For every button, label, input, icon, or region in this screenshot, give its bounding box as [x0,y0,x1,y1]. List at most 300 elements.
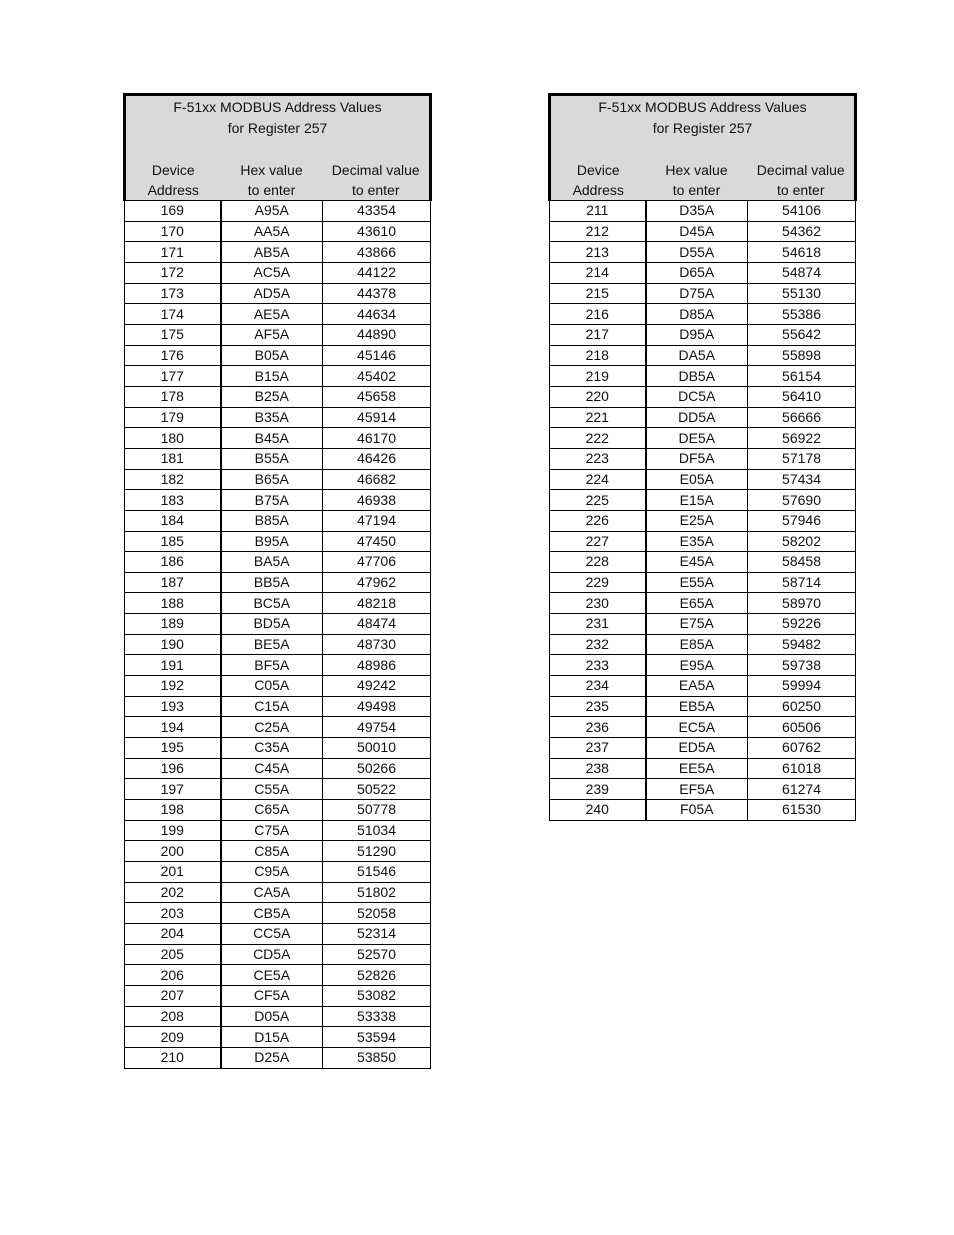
decimal-value-cell: 46426 [323,448,431,469]
decimal-value-cell: 57434 [748,469,856,490]
hex-value-cell: A95A [221,201,323,222]
table-row [125,738,431,759]
table-row [125,1027,431,1048]
table-row [125,676,431,697]
decimal-value-cell: 45914 [323,407,431,428]
table-row [550,531,856,552]
col-header-line: Address [147,182,199,198]
hex-value-cell: B05A [221,345,323,366]
table-row [125,242,431,263]
table-row [550,304,856,325]
table-row [550,717,856,738]
decimal-value-cell: 55130 [748,283,856,304]
table-row [550,201,856,222]
hex-value-cell: AF5A [221,324,323,345]
table-row [125,779,431,800]
hex-value-cell: BB5A [221,572,323,593]
table-row [550,448,856,469]
table-body [550,201,856,821]
table-row [550,552,856,573]
table-row [550,655,856,676]
device-address-cell: 205 [125,944,221,965]
table-row [125,345,431,366]
device-address-cell: 193 [125,696,221,717]
hex-value-cell: D85A [646,304,748,325]
table-row [550,262,856,283]
decimal-value-cell: 53082 [323,985,431,1006]
decimal-value-cell: 55898 [748,345,856,366]
hex-value-cell: C75A [221,820,323,841]
device-address-cell: 226 [550,510,646,531]
table-row [550,428,856,449]
table-title-line2: for Register 257 [652,120,753,136]
hex-value-cell: D65A [646,262,748,283]
table-row [125,944,431,965]
hex-value-cell: D25A [221,1047,323,1068]
decimal-value-cell: 56922 [748,428,856,449]
table-row [550,324,856,345]
decimal-value-cell: 43610 [323,221,431,242]
hex-value-cell: CB5A [221,903,323,924]
hex-value-cell: D35A [646,201,748,222]
table-row [550,221,856,242]
address-table-left [123,93,432,1069]
decimal-value-cell: 54874 [748,262,856,283]
decimal-value-cell: 57178 [748,448,856,469]
hex-value-cell: D75A [646,283,748,304]
table-row [125,717,431,738]
decimal-value-cell: 52826 [323,965,431,986]
hex-value-cell: F05A [646,800,748,821]
col-header-line: to enter [777,182,825,198]
table-row [125,448,431,469]
hex-value-cell: C35A [221,738,323,759]
decimal-value-cell: 46682 [323,469,431,490]
table-row [125,510,431,531]
device-address-cell: 200 [125,841,221,862]
decimal-value-cell: 57946 [748,510,856,531]
decimal-value-cell: 49242 [323,676,431,697]
hex-value-cell: DA5A [646,345,748,366]
hex-value-cell: E45A [646,552,748,573]
device-address-cell: 223 [550,448,646,469]
hex-value-cell: E05A [646,469,748,490]
hex-value-cell: B35A [221,407,323,428]
decimal-value-cell: 58970 [748,593,856,614]
table-row [125,882,431,903]
table-row [125,985,431,1006]
table-row [550,696,856,717]
device-address-cell: 238 [550,758,646,779]
device-address-cell: 230 [550,593,646,614]
table-row [125,965,431,986]
table-row [550,758,856,779]
table-row [125,1047,431,1068]
device-address-cell: 216 [550,304,646,325]
device-address-cell: 201 [125,862,221,883]
table-row [125,862,431,883]
hex-value-cell: E75A [646,614,748,635]
hex-value-cell: B95A [221,531,323,552]
hex-value-cell: BF5A [221,655,323,676]
table-row [125,923,431,944]
decimal-value-cell: 45146 [323,345,431,366]
table-row [125,614,431,635]
decimal-value-cell: 56410 [748,386,856,407]
hex-value-cell: B65A [221,469,323,490]
device-address-cell: 210 [125,1047,221,1068]
hex-value-cell: D95A [646,324,748,345]
col-header-line: to enter [247,182,296,198]
device-address-cell: 195 [125,738,221,759]
table-row [550,407,856,428]
decimal-value-cell: 52058 [323,903,431,924]
col-header-line: Decimal value [331,162,420,178]
decimal-value-cell: 52314 [323,923,431,944]
device-address-cell: 218 [550,345,646,366]
col-header-line: Decimal value [756,162,845,178]
decimal-value-cell: 50522 [323,779,431,800]
table-row [550,676,856,697]
device-address-cell: 233 [550,655,646,676]
hex-value-cell: B85A [221,510,323,531]
device-address-cell: 203 [125,903,221,924]
address-table-right [548,93,857,821]
hex-value-cell: ED5A [646,738,748,759]
hex-value-cell: E65A [646,593,748,614]
decimal-value-cell: 51034 [323,820,431,841]
device-address-cell: 191 [125,655,221,676]
device-address-cell: 236 [550,717,646,738]
decimal-value-cell: 49498 [323,696,431,717]
table-row [550,366,856,387]
col-header-line: Address [572,182,624,198]
hex-value-cell: E35A [646,531,748,552]
decimal-value-cell: 55642 [748,324,856,345]
table-row [550,614,856,635]
table-row [125,634,431,655]
decimal-value-cell: 55386 [748,304,856,325]
table-row [550,283,856,304]
hex-value-cell: EE5A [646,758,748,779]
device-address-cell: 183 [125,490,221,511]
table-row [550,386,856,407]
decimal-value-cell: 59482 [748,634,856,655]
table-row [125,1006,431,1027]
table-row [125,283,431,304]
device-address-cell: 169 [125,201,221,222]
table-row [125,221,431,242]
device-address-cell: 186 [125,552,221,573]
table-title-line1: F-51xx MODBUS Address Values [598,99,807,115]
hex-value-cell: C45A [221,758,323,779]
hex-value-cell: D05A [221,1006,323,1027]
decimal-value-cell: 50266 [323,758,431,779]
hex-value-cell: BE5A [221,634,323,655]
decimal-value-cell: 57690 [748,490,856,511]
hex-value-cell: CE5A [221,965,323,986]
device-address-cell: 220 [550,386,646,407]
decimal-value-cell: 43354 [323,201,431,222]
decimal-value-cell: 47450 [323,531,431,552]
hex-value-cell: CA5A [221,882,323,903]
device-address-cell: 204 [125,923,221,944]
table-row [125,800,431,821]
table-row [125,324,431,345]
col-header-line: Hex value [240,162,303,178]
hex-value-cell: E95A [646,655,748,676]
decimal-value-cell: 61018 [748,758,856,779]
hex-value-cell: B25A [221,386,323,407]
table-row [550,800,856,821]
decimal-value-cell: 48986 [323,655,431,676]
device-address-cell: 176 [125,345,221,366]
table-row [125,428,431,449]
device-address-cell: 179 [125,407,221,428]
hex-value-cell: D15A [221,1027,323,1048]
device-address-cell: 217 [550,324,646,345]
table-row [550,510,856,531]
table-row [125,407,431,428]
table-row [550,490,856,511]
table-row [125,366,431,387]
decimal-value-cell: 47706 [323,552,431,573]
hex-value-cell: EF5A [646,779,748,800]
device-address-cell: 240 [550,800,646,821]
decimal-value-cell: 58714 [748,572,856,593]
decimal-value-cell: 61274 [748,779,856,800]
table-body [125,201,431,1069]
device-address-cell: 224 [550,469,646,490]
device-address-cell: 177 [125,366,221,387]
table-row [550,345,856,366]
hex-value-cell: E15A [646,490,748,511]
hex-value-cell: DE5A [646,428,748,449]
decimal-value-cell: 54362 [748,221,856,242]
decimal-value-cell: 60250 [748,696,856,717]
hex-value-cell: BA5A [221,552,323,573]
device-address-cell: 207 [125,985,221,1006]
hex-value-cell: C65A [221,800,323,821]
decimal-value-cell: 50778 [323,800,431,821]
device-address-cell: 184 [125,510,221,531]
decimal-value-cell: 44634 [323,304,431,325]
hex-value-cell: AD5A [221,283,323,304]
hex-value-cell: EC5A [646,717,748,738]
table-title-line1: F-51xx MODBUS Address Values [173,99,382,115]
hex-value-cell: DF5A [646,448,748,469]
decimal-value-cell: 43866 [323,242,431,263]
device-address-cell: 229 [550,572,646,593]
table-row [125,386,431,407]
decimal-value-cell: 49754 [323,717,431,738]
decimal-value-cell: 51802 [323,882,431,903]
decimal-value-cell: 46938 [323,490,431,511]
hex-value-cell: CD5A [221,944,323,965]
device-address-cell: 222 [550,428,646,449]
hex-value-cell: AC5A [221,262,323,283]
table-row [550,242,856,263]
decimal-value-cell: 54106 [748,201,856,222]
device-address-cell: 239 [550,779,646,800]
decimal-value-cell: 58202 [748,531,856,552]
device-address-cell: 188 [125,593,221,614]
table-row [125,262,431,283]
device-address-cell: 215 [550,283,646,304]
hex-value-cell: E25A [646,510,748,531]
table-row [125,758,431,779]
hex-value-cell: BD5A [221,614,323,635]
decimal-value-cell: 48218 [323,593,431,614]
hex-value-cell: B75A [221,490,323,511]
col-header-line: Hex value [665,162,728,178]
decimal-value-cell: 53338 [323,1006,431,1027]
decimal-value-cell: 61530 [748,800,856,821]
table-row [125,552,431,573]
hex-value-cell: C25A [221,717,323,738]
decimal-value-cell: 60506 [748,717,856,738]
decimal-value-cell: 48730 [323,634,431,655]
decimal-value-cell: 44122 [323,262,431,283]
device-address-cell: 225 [550,490,646,511]
col-header-line: to enter [352,182,400,198]
table-title [125,95,431,161]
hex-value-cell: C05A [221,676,323,697]
decimal-value-cell: 45402 [323,366,431,387]
device-address-cell: 208 [125,1006,221,1027]
device-address-cell: 171 [125,242,221,263]
column-header-hex-value [221,160,323,201]
decimal-value-cell: 59226 [748,614,856,635]
hex-value-cell: C15A [221,696,323,717]
device-address-cell: 227 [550,531,646,552]
hex-value-cell: AE5A [221,304,323,325]
device-address-cell: 212 [550,221,646,242]
device-address-cell: 228 [550,552,646,573]
device-address-cell: 235 [550,696,646,717]
device-address-cell: 206 [125,965,221,986]
device-address-cell: 181 [125,448,221,469]
device-address-cell: 209 [125,1027,221,1048]
device-address-cell: 185 [125,531,221,552]
decimal-value-cell: 56154 [748,366,856,387]
device-address-cell: 173 [125,283,221,304]
decimal-value-cell: 59738 [748,655,856,676]
device-address-cell: 196 [125,758,221,779]
hex-value-cell: DB5A [646,366,748,387]
device-address-cell: 190 [125,634,221,655]
hex-value-cell: B15A [221,366,323,387]
hex-value-cell: BC5A [221,593,323,614]
decimal-value-cell: 56666 [748,407,856,428]
device-address-cell: 237 [550,738,646,759]
hex-value-cell: CC5A [221,923,323,944]
hex-value-cell: DC5A [646,386,748,407]
device-address-cell: 234 [550,676,646,697]
table-row [550,593,856,614]
decimal-value-cell: 59994 [748,676,856,697]
decimal-value-cell: 48474 [323,614,431,635]
device-address-cell: 197 [125,779,221,800]
hex-value-cell: D55A [646,242,748,263]
hex-value-cell: AA5A [221,221,323,242]
table-row [125,593,431,614]
device-address-cell: 174 [125,304,221,325]
decimal-value-cell: 51546 [323,862,431,883]
decimal-value-cell: 51290 [323,841,431,862]
device-address-cell: 170 [125,221,221,242]
device-address-cell: 198 [125,800,221,821]
decimal-value-cell: 53594 [323,1027,431,1048]
device-address-cell: 202 [125,882,221,903]
device-address-cell: 221 [550,407,646,428]
table-row [125,572,431,593]
device-address-cell: 211 [550,201,646,222]
device-address-cell: 214 [550,262,646,283]
decimal-value-cell: 44890 [323,324,431,345]
device-address-cell: 219 [550,366,646,387]
table-row [125,903,431,924]
device-address-cell: 192 [125,676,221,697]
decimal-value-cell: 45658 [323,386,431,407]
col-header-line: to enter [672,182,721,198]
hex-value-cell: B55A [221,448,323,469]
device-address-cell: 194 [125,717,221,738]
device-address-cell: 180 [125,428,221,449]
device-address-cell: 175 [125,324,221,345]
hex-value-cell: CF5A [221,985,323,1006]
table-row [125,655,431,676]
hex-value-cell: AB5A [221,242,323,263]
column-header-hex-value [646,160,748,201]
table-row [125,201,431,222]
table-row [550,469,856,490]
column-header-decimal-value [323,160,431,201]
device-address-cell: 178 [125,386,221,407]
decimal-value-cell: 58458 [748,552,856,573]
table-title [550,95,856,161]
column-header-decimal-value [748,160,856,201]
hex-value-cell: C55A [221,779,323,800]
decimal-value-cell: 53850 [323,1047,431,1068]
col-header-line: Device [151,162,195,178]
decimal-value-cell: 44378 [323,283,431,304]
column-header-device-address [125,160,221,201]
hex-value-cell: E55A [646,572,748,593]
device-address-cell: 189 [125,614,221,635]
decimal-value-cell: 46170 [323,428,431,449]
decimal-value-cell: 47194 [323,510,431,531]
hex-value-cell: B45A [221,428,323,449]
hex-value-cell: C85A [221,841,323,862]
hex-value-cell: D45A [646,221,748,242]
column-header-device-address [550,160,646,201]
device-address-cell: 231 [550,614,646,635]
hex-value-cell: EA5A [646,676,748,697]
table-row [550,634,856,655]
decimal-value-cell: 47962 [323,572,431,593]
table-title-line2: for Register 257 [227,120,328,136]
device-address-cell: 199 [125,820,221,841]
table-row [125,531,431,552]
decimal-value-cell: 54618 [748,242,856,263]
decimal-value-cell: 60762 [748,738,856,759]
device-address-cell: 172 [125,262,221,283]
device-address-cell: 213 [550,242,646,263]
device-address-cell: 182 [125,469,221,490]
hex-value-cell: C95A [221,862,323,883]
table-row [125,841,431,862]
